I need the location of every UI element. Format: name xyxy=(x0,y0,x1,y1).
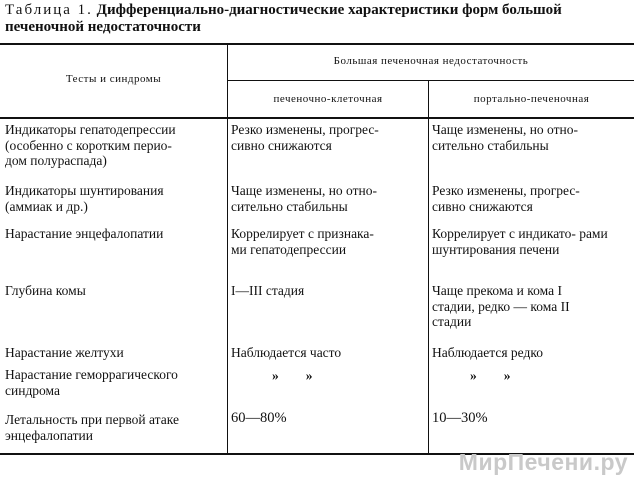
row7-hepatocellular: 60—80% xyxy=(231,410,287,426)
row3-test: Нарастание энцефалопатии xyxy=(5,226,164,241)
site-watermark: МирПечени.ру xyxy=(458,449,628,475)
row7-portal: 10—30% xyxy=(432,410,488,426)
caption-title-line2: печеночной недостаточности xyxy=(5,19,201,35)
header-tests-syndromes: Тесты и синдромы xyxy=(65,73,162,85)
row3-portal: Коррелирует с индикато- рами шунтирования печени xyxy=(432,226,608,257)
header-hepatocellular: печеночно-клеточная xyxy=(273,93,383,105)
row5-test: Нарастание желтухи xyxy=(5,345,124,360)
row1-portal: Чаще изменены, но отно- сительно стабильны xyxy=(432,122,578,153)
row2-test: Индикаторы шунтирования (аммиак и др.) xyxy=(5,183,164,214)
header-bottom-rule xyxy=(0,117,634,119)
row7-test: Летальность при первой атаке энцефалопатии xyxy=(5,412,179,443)
row4-portal: Чаще прекома и кома I стадии, редко — кома II стадии xyxy=(432,283,570,329)
row5-hepatocellular: Наблюдается часто xyxy=(231,345,342,360)
caption-lead: Таблица 1. xyxy=(5,2,93,18)
row4-hepatocellular: I—III стадия xyxy=(231,283,305,298)
col-divider-2 xyxy=(428,81,429,453)
row6-portal-ditto: » » xyxy=(470,368,511,383)
table-caption xyxy=(5,2,631,36)
row6-test: Нарастание геморрагического синдрома xyxy=(5,367,178,398)
top-rule xyxy=(0,43,634,45)
row6-hepatocellular-ditto: » » xyxy=(272,368,313,383)
row5-portal: Наблюдается редко xyxy=(432,345,543,360)
row1-hepatocellular: Резко изменены, прогрес- сивно снижаются xyxy=(231,122,379,153)
row1-test: Индикаторы гепатодепрессии (особенно с коротким перио- дом полураспада) xyxy=(5,122,176,168)
row4-test: Глубина комы xyxy=(5,283,86,298)
group-header-rule xyxy=(228,80,634,81)
caption-title: Дифференциально-диагностические характеристики форм большой xyxy=(96,2,562,18)
row2-hepatocellular: Чаще изменены, но отно- сительно стабильны xyxy=(231,183,377,214)
header-portal: портально-печеночная xyxy=(473,93,590,105)
row2-portal: Резко изменены, прогрес- сивно снижаются xyxy=(432,183,580,214)
row3-hepatocellular: Коррелирует с признака- ми гепатодепрессии xyxy=(231,226,374,257)
header-group-liver-failure: Большая печеночная недостаточность xyxy=(333,55,529,67)
col-divider-1 xyxy=(227,45,228,453)
